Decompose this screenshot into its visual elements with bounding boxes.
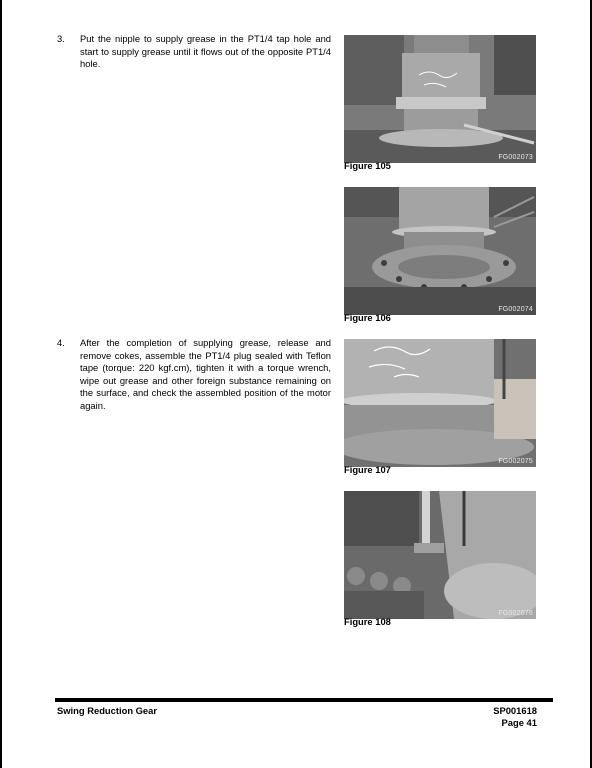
footer-rule bbox=[55, 698, 553, 702]
figure-106-caption: Figure 106 bbox=[344, 312, 391, 323]
figure-code: FG002073 bbox=[498, 154, 533, 161]
figure-code: FG002075 bbox=[498, 458, 533, 465]
step-number: 3. bbox=[57, 33, 65, 44]
step-3 bbox=[57, 33, 331, 71]
footer-page-info bbox=[493, 705, 537, 729]
figure-108-photo bbox=[344, 491, 536, 619]
step-number: 4. bbox=[57, 337, 65, 348]
figure-106-photo bbox=[344, 187, 536, 315]
step-4 bbox=[57, 337, 331, 413]
figure-code: FG002076 bbox=[498, 610, 533, 617]
figure-108-caption: Figure 108 bbox=[344, 616, 391, 627]
step-text: Put the nipple to supply grease in the PT1/4 tap hole and start to supply grease until it flows out of the opposite PT1/4 hole. bbox=[80, 33, 331, 70]
footer-doc-id: SP001618 bbox=[493, 705, 537, 716]
figure-105-caption: Figure 105 bbox=[344, 160, 391, 171]
footer-section-title: Swing Reduction Gear bbox=[57, 705, 158, 716]
figure-107-caption: Figure 107 bbox=[344, 464, 391, 475]
footer-page-number: Page 41 bbox=[501, 717, 537, 728]
figure-107-photo bbox=[344, 339, 536, 467]
figure-105-photo bbox=[344, 35, 536, 163]
step-text: After the completion of supplying grease, release and remove cokes, assemble the PT1/4 plug sealed with Teflon tape (torque: 220 kgf.cm), tighten it with a torque wrench, wipe out grease and other foreign substance remaining on the surface, and check the assembled position of the motor again. bbox=[80, 337, 331, 411]
page-border-left bbox=[0, 0, 2, 768]
figure-code: FG002074 bbox=[498, 306, 533, 313]
